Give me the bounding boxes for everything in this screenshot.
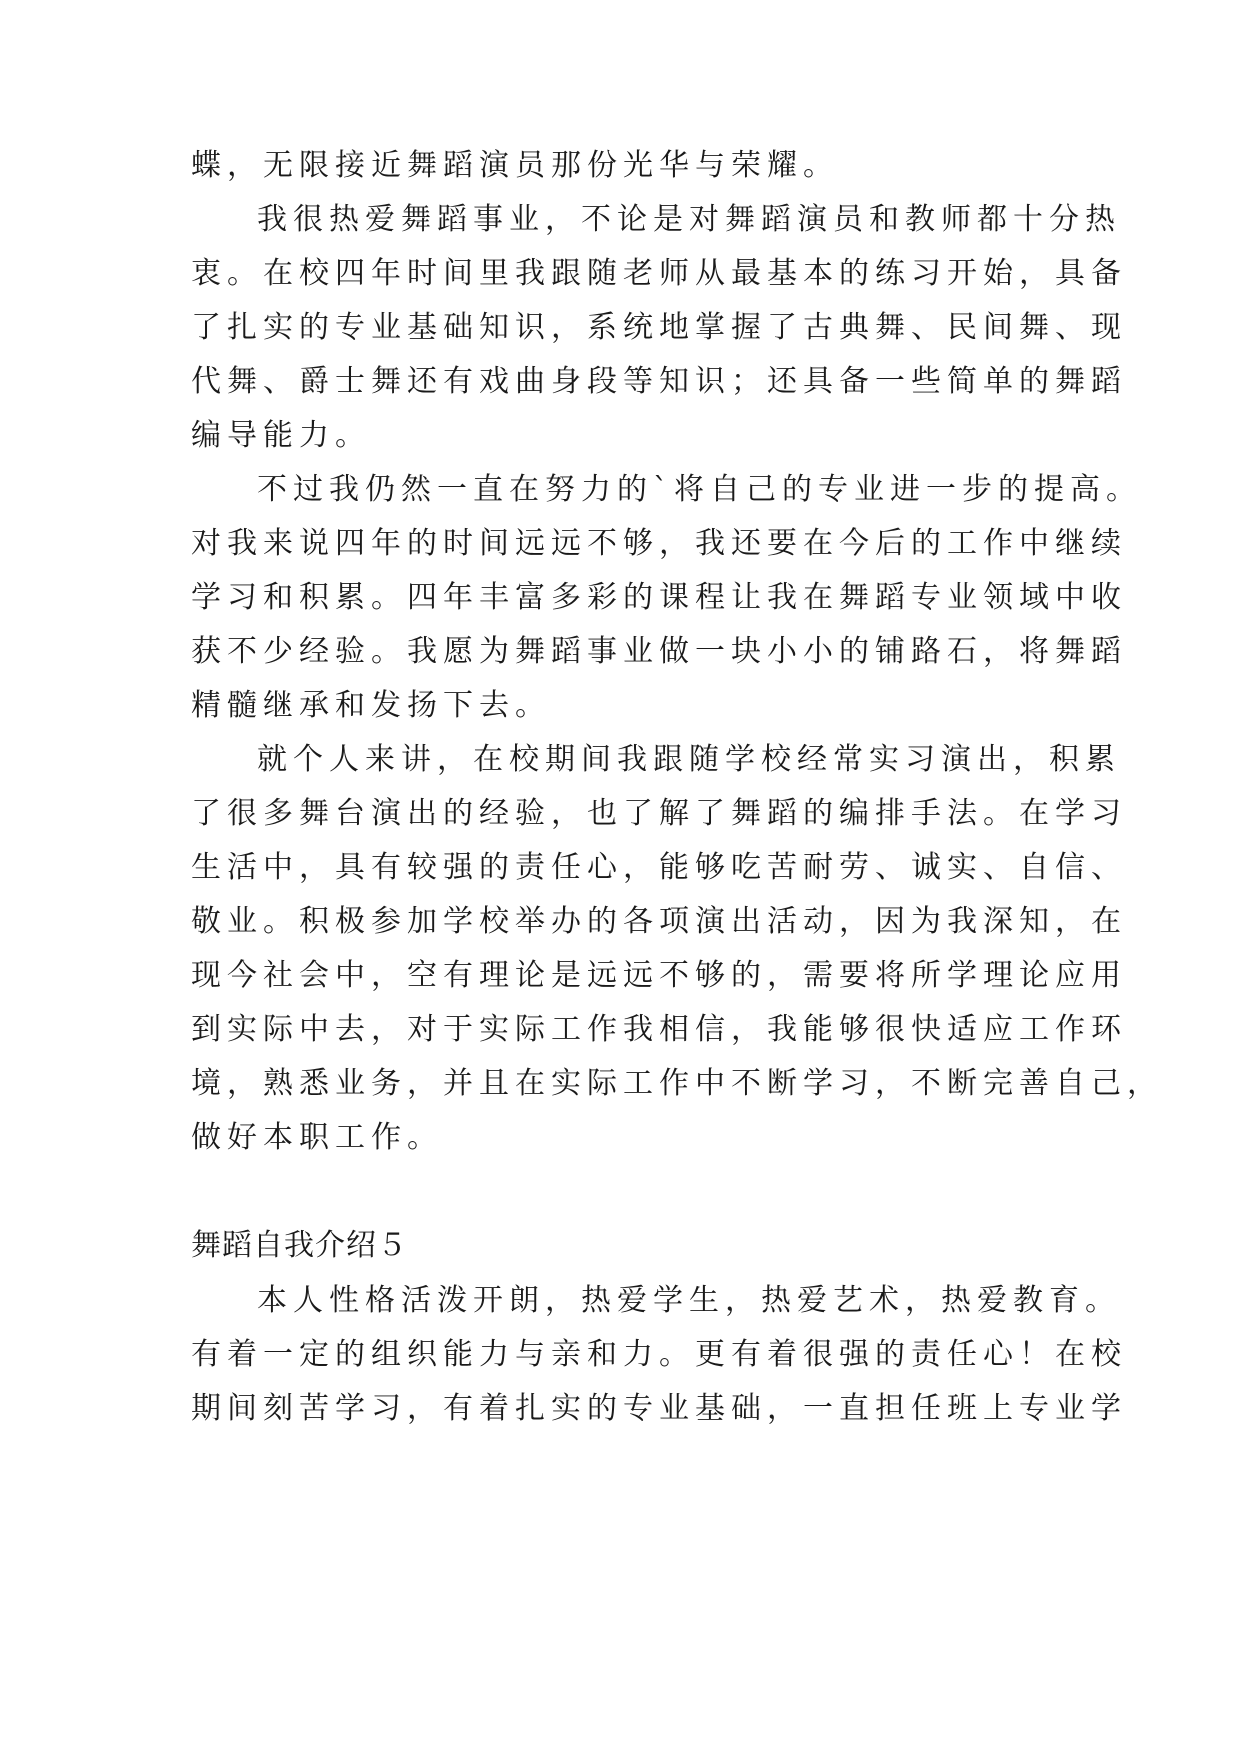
section-heading: 舞蹈自我介绍５ xyxy=(191,1228,408,1263)
paragraph-line: 做好本职工作。 xyxy=(191,1120,443,1155)
paragraph-line: 学习和积累。四年丰富多彩的课程让我在舞蹈专业领域中收 xyxy=(191,580,1127,615)
paragraph-line: 境，熟悉业务，并且在实际工作中不断学习，不断完善自己， xyxy=(191,1066,1163,1101)
paragraph-line: 蝶，无限接近舞蹈演员那份光华与荣耀。 xyxy=(191,148,839,183)
paragraph-line: 我很热爱舞蹈事业，不论是对舞蹈演员和教师都十分热 xyxy=(257,202,1121,237)
paragraph-line: 获不少经验。我愿为舞蹈事业做一块小小的铺路石，将舞蹈 xyxy=(191,634,1127,669)
paragraph-line: 衷。在校四年时间里我跟随老师从最基本的练习开始，具备 xyxy=(191,256,1127,291)
paragraph-line: 有着一定的组织能力与亲和力。更有着很强的责任心！在校 xyxy=(191,1337,1127,1372)
paragraph-line: 期间刻苦学习，有着扎实的专业基础，一直担任班上专业学 xyxy=(191,1391,1127,1426)
paragraph-line: 精髓继承和发扬下去。 xyxy=(191,688,551,723)
paragraph-line: 了很多舞台演出的经验，也了解了舞蹈的编排手法。在学习 xyxy=(191,796,1127,831)
paragraph-line: 编导能力。 xyxy=(191,418,371,453)
paragraph-line: 敬业。积极参加学校举办的各项演出活动，因为我深知，在 xyxy=(191,904,1127,939)
paragraph-line: 对我来说四年的时间远远不够，我还要在今后的工作中继续 xyxy=(191,526,1127,561)
paragraph-line: 生活中，具有较强的责任心，能够吃苦耐劳、诚实、自信、 xyxy=(191,850,1127,885)
paragraph-line: 现今社会中，空有理论是远远不够的，需要将所学理论应用 xyxy=(191,958,1127,993)
paragraph-line: 本人性格活泼开朗，热爱学生，热爱艺术，热爱教育。 xyxy=(257,1283,1121,1318)
paragraph-line: 就个人来讲，在校期间我跟随学校经常实习演出，积累 xyxy=(257,742,1121,777)
paragraph-line: 到实际中去，对于实际工作我相信，我能够很快适应工作环 xyxy=(191,1012,1127,1047)
paragraph-line: 不过我仍然一直在努力的`将自己的专业进一步的提高。 xyxy=(257,472,1142,507)
paragraph-line: 代舞、爵士舞还有戏曲身段等知识；还具备一些简单的舞蹈 xyxy=(191,364,1127,399)
paragraph-line: 了扎实的专业基础知识，系统地掌握了古典舞、民间舞、现 xyxy=(191,310,1127,345)
